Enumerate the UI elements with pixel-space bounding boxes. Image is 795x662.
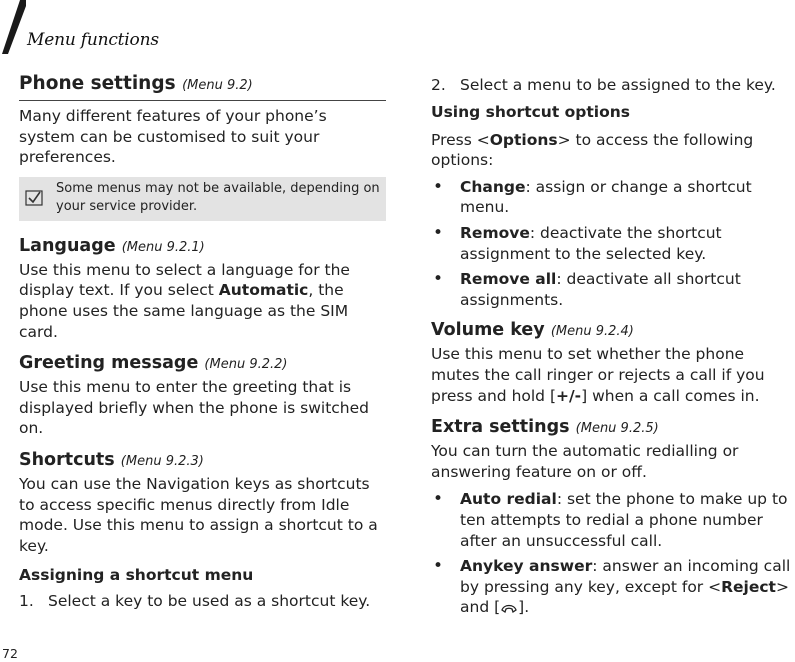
menu-ref: (Menu 9.2): [182, 78, 253, 93]
list-item: [431, 223, 795, 264]
menu-ref: (Menu 9.2.5): [575, 421, 659, 437]
step-1: [19, 591, 386, 612]
note-text: Some menus may not be available, depending on your service provider.: [56, 180, 380, 214]
bold-term: Automatic: [218, 281, 309, 300]
step-number: 1.: [19, 592, 34, 611]
heading-text: Shortcuts: [19, 449, 115, 470]
list-item: [431, 489, 795, 551]
phone-settings-body: Many different features of your phone’s system can be customised to suit your preferences.: [19, 107, 327, 167]
language-body: [19, 260, 386, 342]
bullet-icon: •: [433, 222, 444, 243]
menu-ref: (Menu 9.2.3): [120, 453, 204, 469]
menu-ref: (Menu 9.2.1): [121, 239, 205, 255]
step-text: Select a menu to be assigned to the key.: [460, 76, 776, 94]
list-item: [431, 177, 795, 218]
header-accent-bar: [0, 0, 26, 54]
bullet-icon: •: [433, 269, 444, 290]
heading-text: Greeting message: [19, 353, 199, 374]
section-extra-settings-heading: [431, 415, 795, 441]
bold-term: +/-: [556, 386, 582, 405]
bold-term: Remove: [460, 223, 530, 242]
text-run: ] when a call comes in.: [581, 386, 760, 405]
step-number: 2.: [431, 76, 446, 94]
bullet-icon: •: [433, 176, 444, 197]
section-greeting-heading: [19, 351, 386, 377]
bold-term: Options: [489, 130, 558, 149]
bullet-icon: •: [433, 556, 444, 577]
bold-term: Remove all: [460, 270, 557, 289]
heading-text: Language: [19, 235, 116, 256]
section-shortcuts-heading: [19, 448, 386, 474]
checkmark-note-icon: [25, 190, 43, 206]
text-run: > to access the following options:: [431, 130, 754, 170]
heading-text: Extra settings: [431, 417, 570, 438]
bullet-icon: •: [433, 489, 444, 510]
bold-term: Anykey answer: [460, 557, 593, 576]
section-phone-settings-heading: [19, 72, 386, 101]
using-intro: [431, 130, 795, 171]
text-run: > and [: [460, 577, 789, 617]
note-box: [19, 177, 386, 221]
bold-term: Change: [460, 177, 526, 196]
list-item: [431, 269, 795, 310]
step-2: [431, 75, 795, 96]
extra-settings-body: You can turn the automatic redialling or answering feature on or off.: [431, 442, 739, 481]
text-run: ].: [518, 598, 530, 617]
section-volume-key-heading: [431, 318, 795, 344]
text-run: : deactivate the shortcut assignment to the selected key.: [460, 223, 722, 263]
text-run: Use this menu to set whether the phone mutes the call ringer or rejects a call if you press and hold [: [431, 345, 765, 405]
section-language-heading: [19, 234, 386, 260]
text-run: : assign or change a shortcut menu.: [460, 177, 752, 217]
text-run: , the phone uses the same language as the SIM card.: [19, 281, 349, 341]
right-column: [431, 72, 795, 623]
text-run: Press <: [431, 130, 490, 149]
assigning-heading: Assigning a shortcut menu: [19, 566, 254, 585]
page-number: 72: [2, 646, 18, 661]
menu-ref: (Menu 9.2.2): [204, 357, 288, 373]
heading-text: Volume key: [431, 320, 545, 341]
greeting-body: Use this menu to enter the greeting that is displayed briefly when the phone is switched on.: [19, 378, 370, 438]
left-column: [19, 72, 386, 612]
step-text: Select a key to be used as a shortcut key.: [48, 592, 371, 611]
text-run: Use this menu to select a language for the display text. If you select: [19, 260, 350, 300]
shortcuts-body: You can use the Navigation keys as shortcuts to access specific menus directly from Idle mode. Use this menu to assign a shortcut to a key.: [19, 474, 378, 555]
heading-text: Phone settings: [19, 73, 176, 94]
text-run: : set the phone to make up to ten attempts to redial a phone number after an unsuccessful call.: [460, 490, 788, 550]
menu-ref: (Menu 9.2.4): [550, 324, 634, 340]
list-item: [431, 556, 795, 618]
text-run: : deactivate all shortcut assignments.: [460, 270, 741, 309]
using-shortcut-heading: Using shortcut options: [431, 102, 631, 121]
header-title: Menu functions: [27, 30, 159, 50]
text-run: : answer an incoming call by pressing any key, except for <: [460, 557, 791, 596]
volume-key-body: [431, 344, 795, 406]
end-call-key-icon: [500, 601, 518, 615]
bold-term: Auto redial: [460, 490, 557, 509]
bold-term: Reject: [721, 577, 776, 596]
